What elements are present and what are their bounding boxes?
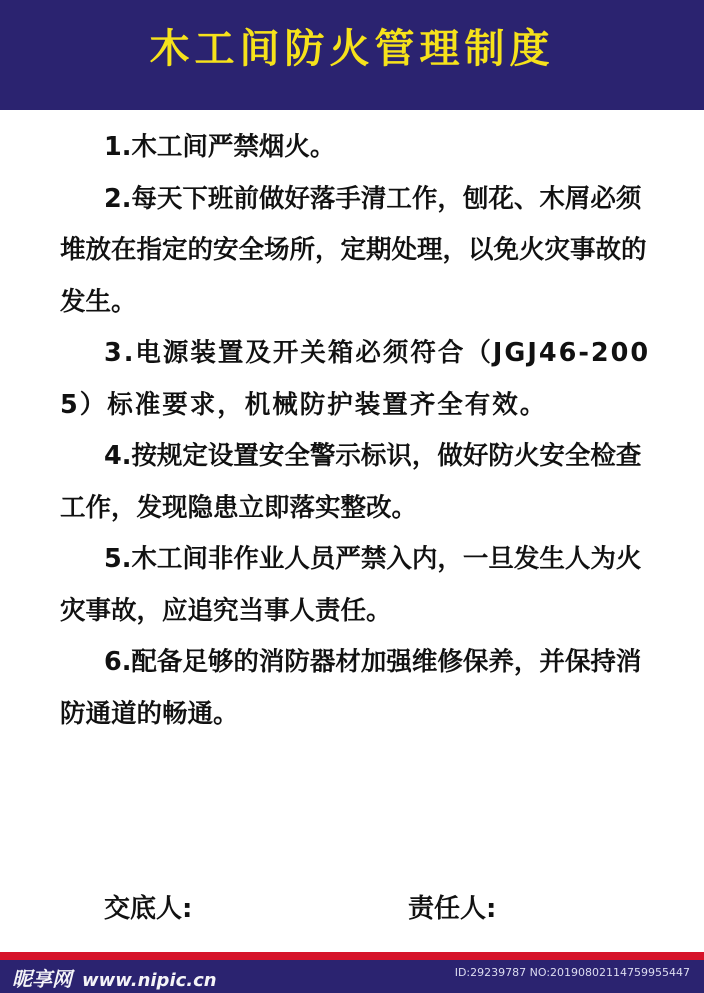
rule-item: 3.电源装置及开关箱必须符合（JGJ46-2005）标准要求，机械防护装置齐全有效。 <box>60 338 651 420</box>
rules-list <box>60 122 660 740</box>
rule-item: 5.木工间非作业人员严禁入内，一旦发生人为火灾事故，应追究当事人责任。 <box>60 544 642 626</box>
footer-red-stripe <box>0 952 704 960</box>
rule-item: 2.每天下班前做好落手清工作，刨花、木屑必须堆放在指定的安全场所，定期处理，以免火灾事故的发生。 <box>60 183 647 317</box>
watermark-site: www.nipic.cn <box>82 970 217 991</box>
handover-signature-label: 交底人: <box>104 894 193 924</box>
rule-item: 6.配备足够的消防器材加强维修保养，并保持消防通道的畅通。 <box>60 647 642 729</box>
rule-item: 4.按规定设置安全警示标识，做好防火安全检查工作，发现隐患立即落实整改。 <box>60 441 642 523</box>
rule-item: 1.木工间严禁烟火。 <box>104 132 336 162</box>
watermark-logo <box>12 963 217 992</box>
header-banner <box>0 0 704 110</box>
page-title: 木工间防火管理制度 <box>149 25 555 72</box>
watermark-brand: 昵享网 <box>12 967 72 991</box>
responsible-signature-label: 责任人: <box>408 894 497 924</box>
watermark-image-id: ID:29239787 NO:20190802114759955447 <box>454 966 690 979</box>
